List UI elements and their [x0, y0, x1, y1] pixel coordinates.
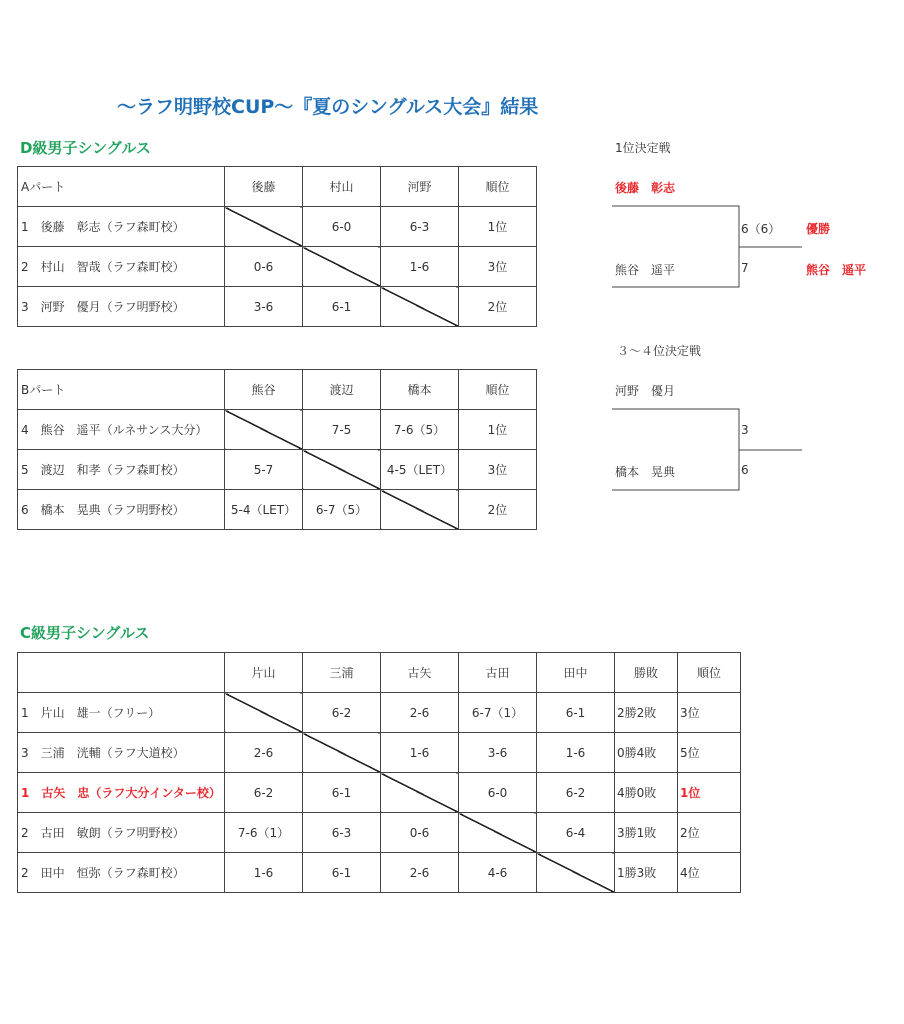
score-cell: 6-0 [303, 207, 381, 247]
score-cell: 6-2 [303, 693, 381, 733]
column-header: 古矢 [381, 653, 459, 693]
champion-label: 優勝 [806, 222, 831, 236]
score-cell: 6-3 [381, 207, 459, 247]
column-header: 渡辺 [303, 370, 381, 410]
rank-cell: 1位 [459, 207, 537, 247]
score-cell: 1-6 [381, 733, 459, 773]
score-cell: 6-1 [303, 853, 381, 893]
player-name: 3 河野 優月（ラフ明野校） [18, 287, 225, 327]
record-cell: 0勝4敗 [615, 733, 678, 773]
player-name: 1 後藤 彰志（ラフ森町校） [18, 207, 225, 247]
record-cell: 3勝1敗 [615, 813, 678, 853]
column-header: 古田 [459, 653, 537, 693]
final-top-player: 後藤 彰志 [615, 181, 676, 195]
column-header: 田中 [537, 653, 615, 693]
column-header: 順位 [459, 370, 537, 410]
rank-cell: 2位 [459, 490, 537, 530]
d-class-heading: D級男子シングルス [20, 139, 151, 157]
table-row [18, 733, 741, 773]
player-name-winner: 1 古矢 忠（ラフ大分インター校） [18, 773, 225, 813]
diagonal-cell [381, 773, 459, 813]
c-class-heading: C級男子シングルス [20, 624, 150, 642]
score-cell: 2-6 [381, 853, 459, 893]
rank-cell: 2位 [459, 287, 537, 327]
score-cell: 1-6 [537, 733, 615, 773]
diagonal-cell [303, 733, 381, 773]
rank-cell: 4位 [678, 853, 741, 893]
column-header: 片山 [225, 653, 303, 693]
rank-cell: 3位 [459, 247, 537, 287]
player-name: 2 田中 恒弥（ラフ森町校） [18, 853, 225, 893]
table-row [18, 773, 741, 813]
column-header: 河野 [381, 167, 459, 207]
rank-cell-winner: 1位 [678, 773, 741, 813]
table-row [18, 813, 741, 853]
column-header: 橋本 [381, 370, 459, 410]
page-title: ～ラフ明野校CUP～『夏のシングルス大会』結果 [117, 96, 539, 118]
record-cell: 2勝2敗 [615, 693, 678, 733]
score-cell: 7-5 [303, 410, 381, 450]
table-row [18, 693, 741, 733]
diagonal-cell [225, 693, 303, 733]
column-header: 勝敗 [615, 653, 678, 693]
score-cell: 1-6 [225, 853, 303, 893]
score-cell: 6-7（5） [303, 490, 381, 530]
score-cell: 6-1 [303, 773, 381, 813]
record-cell: 4勝0敗 [615, 773, 678, 813]
score-cell: 5-4（LET） [225, 490, 303, 530]
column-header: 熊谷 [225, 370, 303, 410]
final-top-score: 6（6） [741, 222, 781, 236]
rank-cell: 2位 [678, 813, 741, 853]
column-header: 村山 [303, 167, 381, 207]
score-cell: 6-0 [459, 773, 537, 813]
score-cell: 4-6 [459, 853, 537, 893]
score-cell: 0-6 [381, 813, 459, 853]
score-cell: 6-4 [537, 813, 615, 853]
score-cell: 6-2 [537, 773, 615, 813]
third-top-score: 3 [741, 423, 749, 437]
score-cell: 6-2 [225, 773, 303, 813]
corner-cell [18, 653, 225, 693]
score-cell: 7-6（5） [381, 410, 459, 450]
player-name: 4 熊谷 遥平（ルネサンス大分） [18, 410, 225, 450]
third-bottom-score: 6 [741, 463, 749, 477]
final-title: 1位決定戦 [615, 141, 671, 155]
score-cell: 3-6 [459, 733, 537, 773]
champion-name: 熊谷 遥平 [806, 263, 867, 277]
score-cell: 6-1 [303, 287, 381, 327]
score-cell: 7-6（1） [225, 813, 303, 853]
score-cell: 2-6 [225, 733, 303, 773]
diagonal-cell [459, 813, 537, 853]
player-name: 6 橋本 晃典（ラフ明野校） [18, 490, 225, 530]
score-cell: 1-6 [381, 247, 459, 287]
score-cell: 4-5（LET） [381, 450, 459, 490]
third-top-player: 河野 優月 [615, 384, 676, 398]
rank-cell: 5位 [678, 733, 741, 773]
column-header: 後藤 [225, 167, 303, 207]
column-header: 三浦 [303, 653, 381, 693]
third-place-title: ３～４位決定戦 [617, 344, 702, 358]
player-name: 1 片山 雄一（フリー） [18, 693, 225, 733]
table-header-row [18, 653, 741, 693]
block-label: Bパート [18, 370, 225, 410]
block-label: Aパート [18, 167, 225, 207]
final-bottom-player: 熊谷 遥平 [615, 263, 676, 277]
record-cell: 1勝3敗 [615, 853, 678, 893]
player-name: 3 三浦 洸輔（ラフ大道校） [18, 733, 225, 773]
table-row [18, 853, 741, 893]
rank-cell: 3位 [459, 450, 537, 490]
column-header: 順位 [459, 167, 537, 207]
c-class-table [17, 652, 741, 893]
rank-cell: 1位 [459, 410, 537, 450]
score-cell: 6-1 [537, 693, 615, 733]
final-bottom-score: 7 [741, 261, 749, 275]
player-name: 2 村山 智哉（ラフ森町校） [18, 247, 225, 287]
score-cell: 5-7 [225, 450, 303, 490]
score-cell: 3-6 [225, 287, 303, 327]
score-cell: 2-6 [381, 693, 459, 733]
rank-cell: 3位 [678, 693, 741, 733]
score-cell: 6-7（1） [459, 693, 537, 733]
score-cell: 6-3 [303, 813, 381, 853]
score-cell: 0-6 [225, 247, 303, 287]
diagonal-cell [537, 853, 615, 893]
player-name: 2 古田 敏朗（ラフ明野校） [18, 813, 225, 853]
third-bottom-player: 橋本 晃典 [615, 465, 676, 479]
player-name: 5 渡辺 和孝（ラフ森町校） [18, 450, 225, 490]
column-header: 順位 [678, 653, 741, 693]
